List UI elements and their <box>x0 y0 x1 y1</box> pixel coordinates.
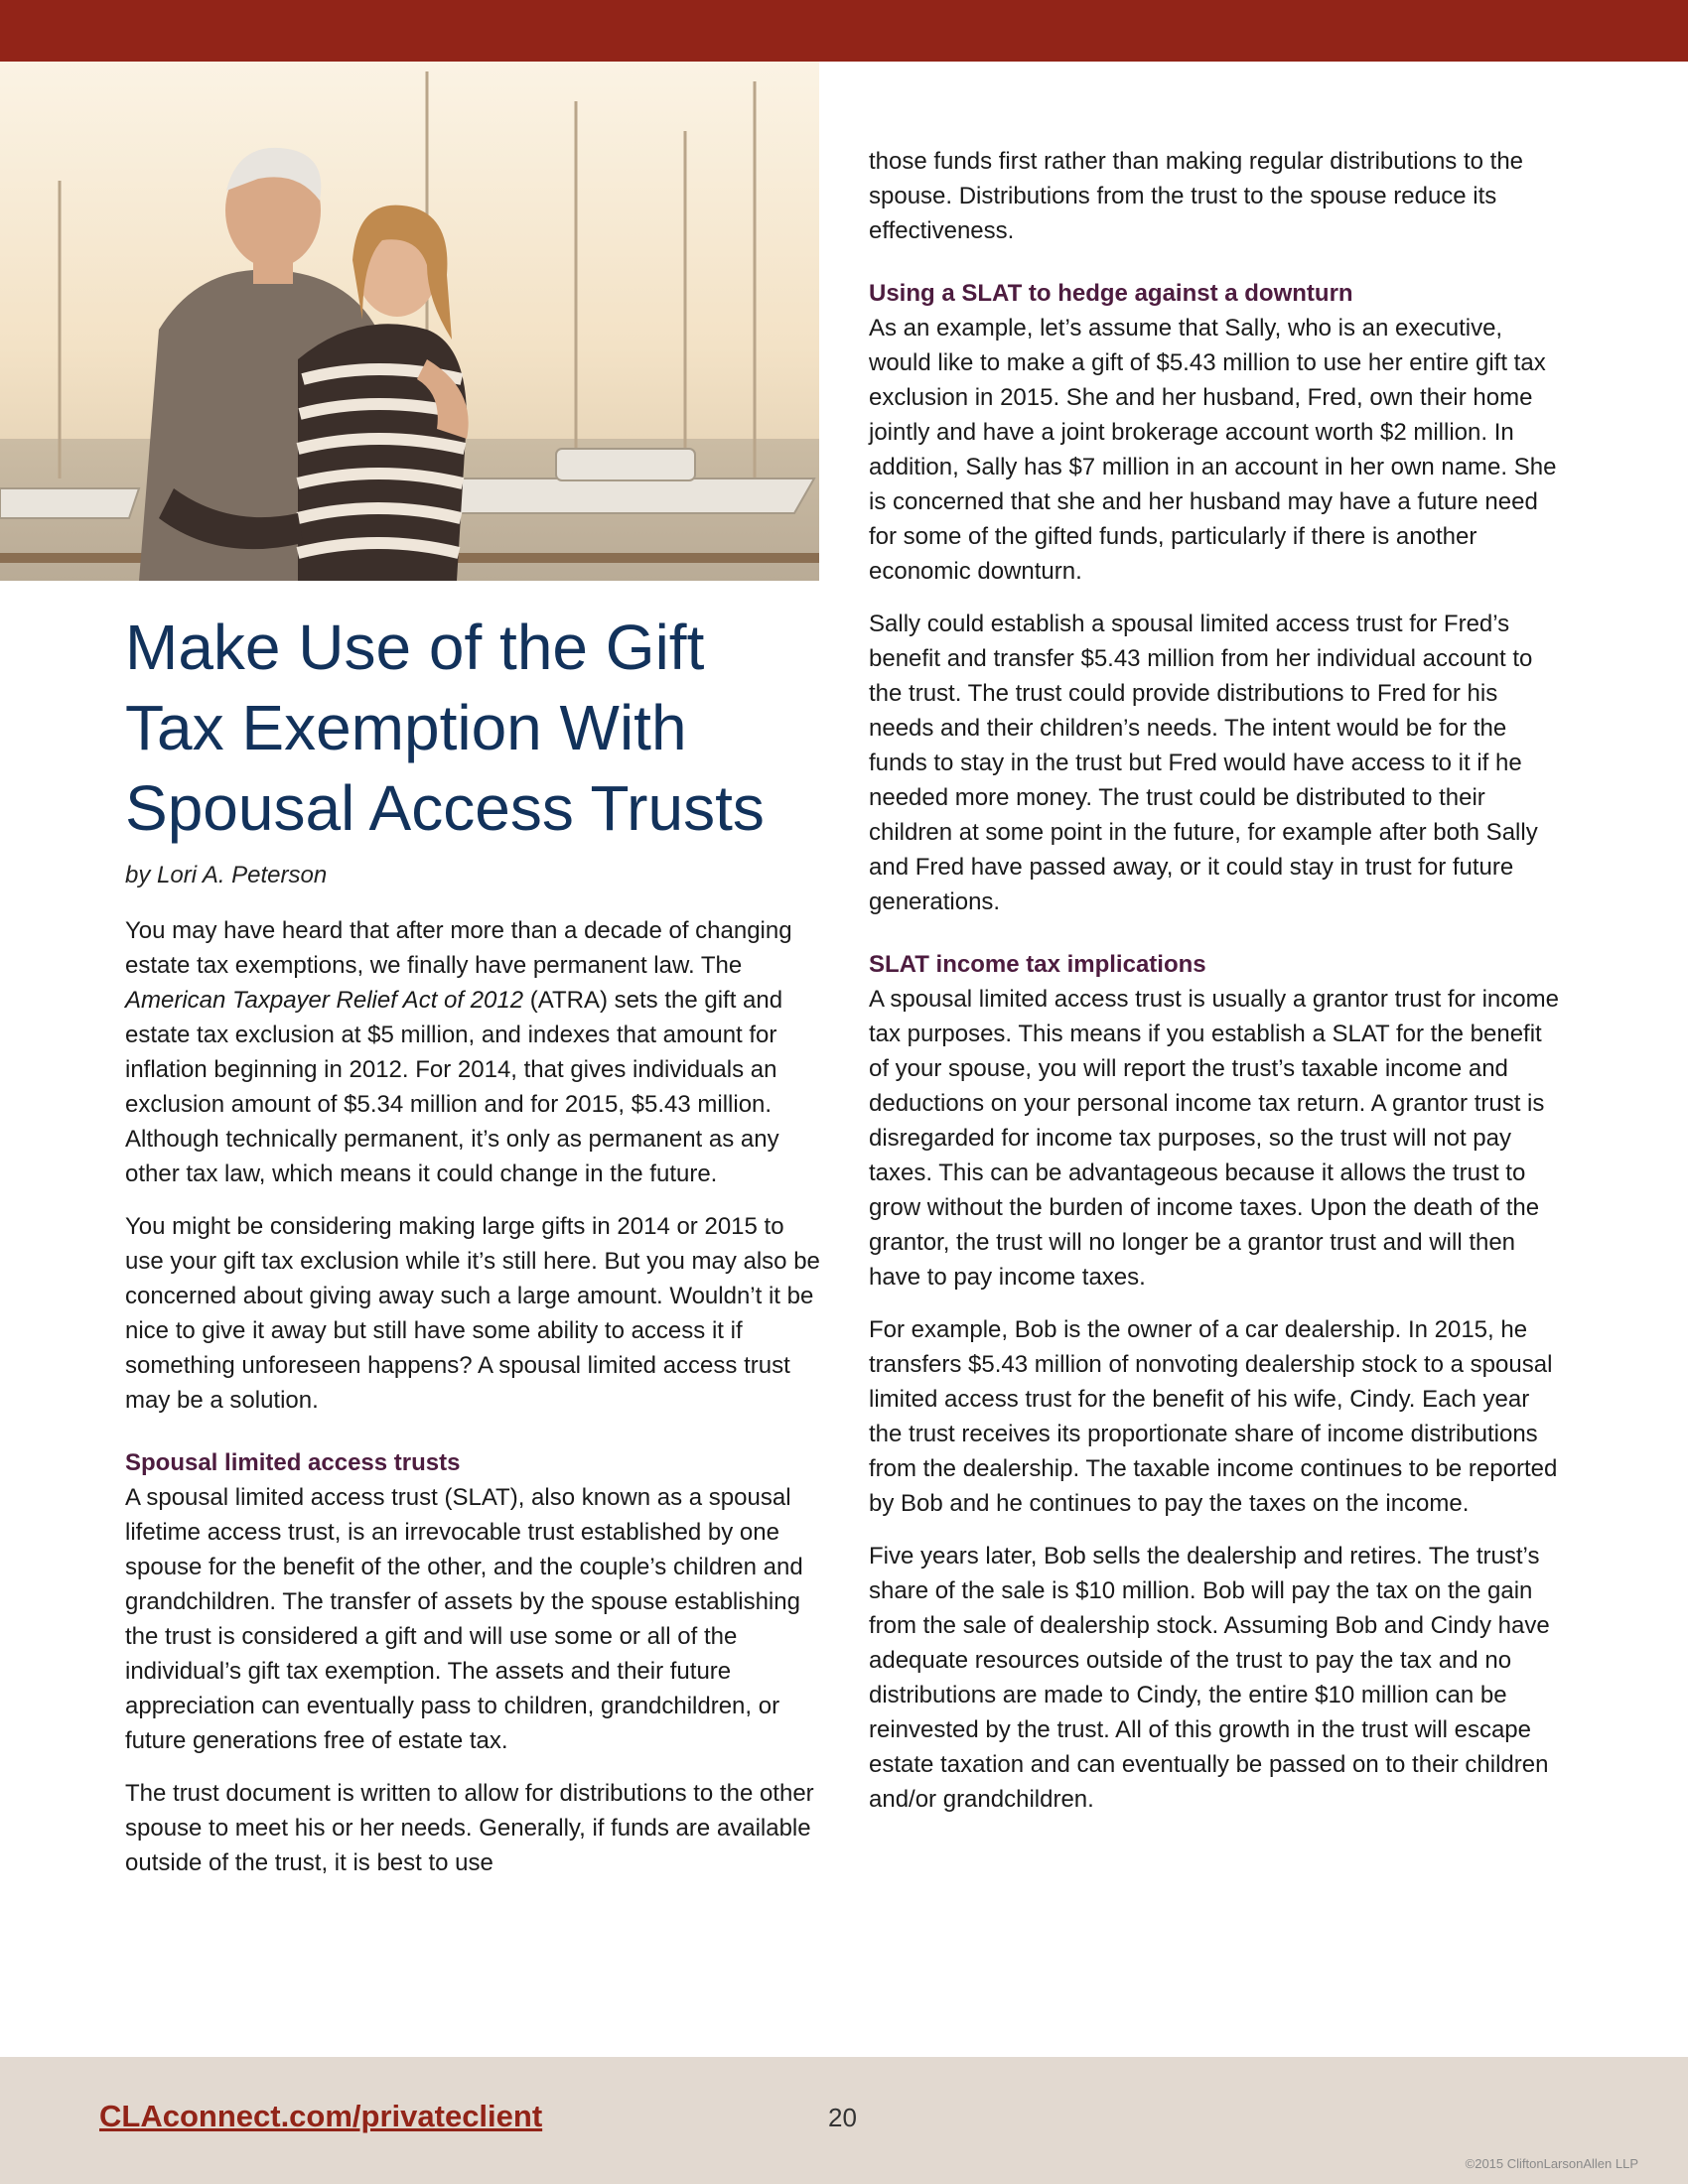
section-heading: Spousal limited access trusts <box>125 1449 461 1476</box>
section-heading: SLAT income tax implications <box>869 951 1206 978</box>
article-title: Make Use of the Gift Tax Exemption With Spousal Access Trusts <box>125 612 765 844</box>
section-heading: Using a SLAT to hedge against a downturn <box>869 280 1353 307</box>
paragraph: The trust document is written to allow for distributions to the other spouse to meet his or her needs. Generally, if funds are available outside of the trust, it is best to use <box>125 1780 814 1876</box>
atra-act-name: American Taxpayer Relief Act of 2012 <box>125 987 524 1014</box>
right-column <box>869 144 1564 1835</box>
paragraph: those funds first rather than making regular distributions to the spouse. Distributions from the trust to the spouse reduce its effectiveness. <box>869 148 1524 244</box>
paragraph: A spousal limited access trust is usually a grantor trust for income tax purposes. This means if you establish a SLAT for the benefit of your spouse, you will report the trust’s taxable income and deductions on your personal income tax return. A grantor trust is disregarded for income tax purposes, so the trust will not pay taxes. This can be advantageous because it allows the trust to grow without the burden of income taxes. Upon the death of the grantor, the trust will no longer be a grantor trust and will then have to pay income taxes. <box>869 986 1559 1291</box>
couple-photo <box>0 62 819 581</box>
paragraph: A spousal limited access trust (SLAT), also known as a spousal lifetime access trust, is an irrevocable trust established by one spouse for the benefit of the other, and the couple’s children and grandchildren. The transfer of assets by the spouse establishing the trust is considered a gift and will use some or all of the individual’s gift tax exemption. The assets and their future appreciation can eventually pass to children, grandchildren, or future generations free of estate tax. <box>125 1484 803 1754</box>
top-banner-bar <box>0 0 1688 62</box>
copyright-notice: ©2015 CliftonLarsonAllen LLP <box>1465 2156 1638 2171</box>
paragraph: As an example, let’s assume that Sally, who is an executive, would like to make a gift of $5.43 million to use her entire gift tax exclusion in 2015. She and her husband, Fred, own their home jointly and have a joint brokerage account worth $2 million. In addition, Sally has $7 million in an account in her own name. She is concerned that she and her husband may have a future need for some of the gifted funds, particularly if there is another economic downturn. <box>869 315 1557 585</box>
paragraph: For example, Bob is the owner of a car dealership. In 2015, he transfers $5.43 million of nonvoting dealership stock to a spousal limited access trust for the benefit of his wife, Cindy. Each year the trust receives its proportionate share of income distributions from the dealership. The taxable income continues to be reported by Bob and he continues to pay the taxes on the income. <box>869 1316 1558 1517</box>
paragraph: Five years later, Bob sells the dealership and retires. The trust’s share of the sale is $10 million. Bob will pay the tax on the gain from the sale of dealership stock. Assuming Bob and Cindy have adequate resources outside of the trust to pay the tax and no distributions are made to Cindy, the entire $10 million can be reinvested by the trust. All of this growth in the trust will escape estate taxation and can eventually be passed on to their children and/or grandchildren. <box>869 1543 1550 1813</box>
left-column <box>125 913 820 1898</box>
paragraph: Sally could establish a spousal limited access trust for Fred’s benefit and transfer $5.43 million from her individual account to the trust. The trust could provide distributions to Fred for his needs and their children’s needs. The intent would be for the funds to stay in the trust but Fred would have access to it if he needed more money. The trust could be distributed to their children at some point in the future, for example after both Sally and Fred have passed away, or it could stay in trust for future generations. <box>869 611 1538 915</box>
page-number: 20 <box>828 2103 857 2132</box>
intro-paragraph: You may have heard that after more than a decade of changing estate tax exemptions, we finally have permanent law. The American Taxpayer Relief Act of 2012 (ATRA) sets the gift and estate tax exclusion at $5 million, and indexes that amount for inflation beginning in 2012. For 2014, that gives individuals an exclusion amount of $5.34 million and for 2015, $5.43 million. Although technically permanent, it’s only as permanent as any other tax law, which means it could change in the future. <box>125 917 792 1187</box>
article-byline: by Lori A. Peterson <box>125 862 328 888</box>
paragraph: You might be considering making large gifts in 2014 or 2015 to use your gift tax exclusion while it’s still here. But you may also be concerned about giving away such a large amount. Wouldn’t it be nice to give it away but still have some ability to access it if something unforeseen happens? A spousal limited access trust may be a solution. <box>125 1213 820 1414</box>
website-link[interactable]: CLAconnect.com/privateclient <box>99 2099 543 2133</box>
